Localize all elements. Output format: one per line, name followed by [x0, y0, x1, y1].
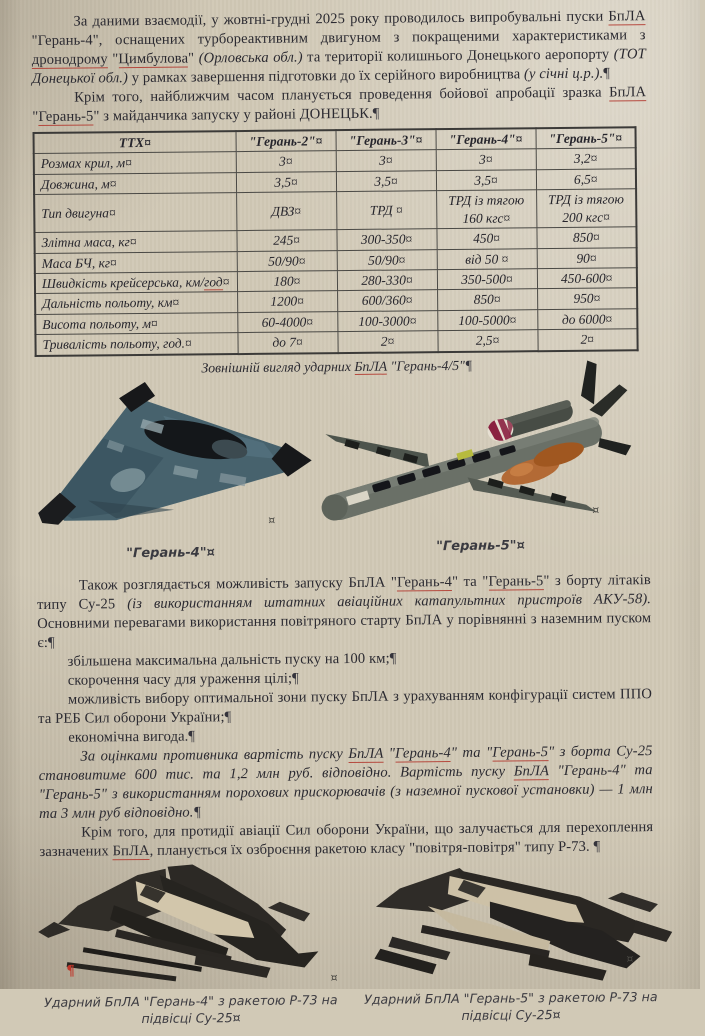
anchor-mark-geran4: ¤ [268, 513, 276, 527]
table-cell: 280-330¤ [337, 270, 437, 291]
text-segment: " з борта Су-25 становитиме 600 тис. та 1,2 млн руб. відповідно. Вартість пуску [38, 742, 657, 784]
text-segment: "Герань-4" та "Герань-5" з використанням порохових прискорювачів (з наземної пускової установки) — 1 млн та 3 млн руб відповідно. [38, 761, 657, 822]
table-cell: 3¤ [336, 150, 436, 171]
text-segment: Також розглядається можливість запуску БпЛА " [78, 574, 398, 594]
table-row-label: Висота польоту, м¤ [35, 312, 237, 334]
paragraph-combat-test [32, 83, 650, 127]
table-cell: 450¤ [436, 228, 536, 249]
table-header-cell: "Герань-5"¤ [535, 127, 635, 149]
table-cell: 50/90¤ [237, 250, 337, 271]
anchor-mark-photo-left: ¤ [330, 970, 338, 984]
text-segment: год [204, 274, 223, 290]
text-segment: " [383, 745, 396, 762]
text-segment: (у січні ц.р.). [523, 65, 604, 83]
table-row-label: Тип двигуна¤ [34, 193, 236, 233]
text-segment: ¶ [389, 650, 397, 667]
su25-geran4-photo-caption: Ударний БпЛА "Герань-4" з ракетою Р-73 на підвісці Су-25¤ [44, 991, 338, 1026]
text-segment: Основними перевагами використання повітряного старту БпЛА у порівнянні з наземним пуском є: [37, 590, 656, 651]
table-cell: 850¤ [536, 227, 636, 248]
table-cell: 300-350¤ [336, 229, 436, 250]
geran-5-illustration [311, 375, 653, 548]
text-segment: БпЛА [513, 762, 550, 780]
table-cell: до 7¤ [237, 332, 337, 354]
ttx-table [33, 126, 639, 356]
table-row [34, 189, 636, 233]
table-row-label: Довжина, м¤ [34, 172, 236, 194]
text-segment: " з борту літаків типу Су-25 [36, 571, 655, 613]
photo-captions [5, 985, 705, 1036]
table-cell: 100-5000¤ [437, 309, 537, 330]
su25-geran4-photo [18, 863, 329, 992]
paragraph-cost-estimate [38, 742, 657, 824]
ttx-table-body [34, 148, 638, 355]
text-segment: ¶ [292, 670, 299, 687]
text-segment: Герань-5 [38, 108, 94, 125]
drone-figures [0, 374, 701, 577]
table-row-label: Розмах крил, м¤ [34, 152, 236, 174]
text-segment: "Герань-4/5" [387, 357, 465, 374]
table-cell: 2¤ [537, 329, 637, 351]
table-cell: 3,5¤ [436, 170, 536, 191]
text-segment: (із використанням штатних авіаційних катапультних пристроїв АКУ-58). [127, 590, 652, 612]
table-cell: від 50 ¤ [437, 248, 537, 269]
table-cell: 3,5¤ [336, 171, 436, 192]
table-cell: 3¤ [236, 151, 336, 172]
table-row-label: Злітна маса, кг¤ [34, 231, 236, 253]
anchor-mark-geran5: ¤ [592, 503, 600, 517]
text-segment: " [32, 84, 650, 126]
geran-4-illustration [23, 378, 325, 541]
paragraph-intro [31, 7, 650, 89]
table-cell: 60-4000¤ [237, 311, 337, 332]
text-segment: та території колишнього Донецького аеропорту [302, 46, 614, 66]
text-segment: ¶ [193, 804, 202, 821]
text-segment: " з майданчика запуску у районі ДОНЕЦЬК. [93, 105, 373, 125]
text-segment: ¶ [603, 65, 611, 82]
table-header-cell: "Герань-4"¤ [435, 128, 535, 150]
table-cell: 350-500¤ [437, 269, 537, 290]
text-segment: БпЛА [609, 84, 647, 101]
anchor-mark-photo-right: ¤ [626, 951, 634, 966]
table-cell: 600/360¤ [337, 290, 437, 311]
table-cell: ТРД ¤ [336, 191, 436, 230]
su25-photos [4, 859, 705, 992]
text-segment: За даними взаємодії, у жовтні-грудні 2025 року проводилось випробувальні пуски [73, 8, 609, 30]
table-header-cell: ТТХ¤ [34, 131, 236, 154]
geran-5-caption: "Герань-5"¤ [436, 537, 525, 554]
text-segment: " [107, 51, 119, 68]
text-segment: ¶ [464, 357, 473, 373]
text-segment: (ТОТ Донецької обл.) [31, 46, 650, 88]
text-segment: Крім того, для протидії авіації Сил оборони України, що залучається для перехоплення зазначених [39, 818, 658, 860]
table-row-label: Тривалість польоту, год.¤ [35, 333, 237, 356]
text-segment: "Герань-4", оснащених турбореактивним двигуном з покращеними характеристиками з [31, 8, 650, 50]
text-segment: За оцінками противника вартість пуску [80, 745, 349, 765]
su25-geran5-photo-caption: Ударний БпЛА "Герань-5" з ракетою Р-73 на підвісці Су-25¤ [364, 988, 658, 1023]
su25-geran5-photo [340, 859, 686, 988]
text-segment: Герань-4 [394, 744, 451, 762]
table-header-cell: "Герань-3"¤ [336, 129, 436, 151]
table-header-cell: "Герань-2"¤ [236, 130, 336, 152]
table-cell: 180¤ [237, 271, 337, 292]
table-cell: ДВЗ¤ [236, 192, 336, 231]
text-segment: " та " [450, 744, 493, 761]
table-cell: до 6000¤ [537, 309, 637, 330]
table-cell: 90¤ [537, 247, 637, 268]
table-row-label: Дальність польоту, км¤ [35, 292, 237, 314]
text-segment: БпЛА [112, 842, 150, 859]
text-segment: ¶ [188, 728, 196, 745]
table-cell: ТРД із тягою 160 кгс¤ [436, 190, 536, 229]
text-segment: ¶ [47, 634, 55, 651]
table-cell: 6,5¤ [536, 169, 636, 190]
text-segment: збільшена максимальна дальність пуску на 100 км; [67, 650, 390, 670]
text-segment: ¶ [224, 708, 232, 725]
table-cell: 1200¤ [237, 291, 337, 312]
table-row [35, 329, 637, 356]
text-segment: ¶ [372, 105, 380, 122]
text-segment: Герань-5 [492, 743, 549, 761]
text-segment: БпЛА [354, 358, 388, 374]
text-segment: економічна вигода. [68, 728, 189, 746]
text-segment: , планується їх озброєння ракетою класу "повітря-повітря" типу Р-73. [149, 838, 594, 859]
table-cell: 50/90¤ [337, 249, 437, 270]
text-segment: ¶ [593, 838, 601, 855]
table-cell: ТРД із тягою 200 кгс¤ [536, 189, 636, 228]
table-cell: 3,5¤ [236, 171, 336, 192]
list-item-launch-zone [38, 685, 656, 729]
red-pilcrow-mark: ¶ [66, 962, 75, 979]
text-segment: у рамках завершення підготовки до їх серійного виробництва [127, 66, 525, 87]
text-segment: Герань-4 [396, 573, 453, 591]
text-segment: Крім того, найближчим часом планується проведення бойової апробації зразка [74, 84, 610, 106]
table-cell: 850¤ [437, 289, 537, 310]
text-segment: " [188, 50, 199, 67]
text-segment: БпЛА [608, 8, 646, 25]
text-segment: Герань-5 [488, 572, 544, 590]
table-cell: 245¤ [236, 230, 336, 251]
table-cell: 2¤ [337, 331, 437, 353]
text-segment: дронодрому [31, 51, 108, 69]
paragraph-r73-armament [39, 818, 658, 862]
text-segment: можливість вибору оптимальної зони пуску БпЛА з урахуванням конфігурації систем ППО та РЕБ Сил оборони України; [38, 685, 656, 727]
paragraph-air-launch [36, 571, 656, 653]
text-segment: Зовнішній вигляд ударних [201, 358, 355, 376]
table-cell: 3,2¤ [536, 148, 636, 169]
table-row-label: Маса БЧ, кг¤ [35, 251, 237, 273]
table-cell: 2,5¤ [437, 330, 537, 352]
text-segment: БпЛА [348, 745, 384, 762]
text-segment: скорочення часу для ураження цілі; [67, 670, 293, 689]
table-cell: 950¤ [537, 288, 637, 309]
table-cell: 100-3000¤ [337, 310, 437, 331]
table-cell: 3¤ [436, 149, 536, 170]
text-segment: (Орловська обл.) [198, 49, 303, 67]
geran-4-caption: "Герань-4"¤ [126, 544, 215, 561]
table-cell: 450-600¤ [537, 268, 637, 289]
table-row-label: Швидкість крейсерська, км/год¤ [35, 272, 237, 294]
text-segment: Цимбулова [118, 50, 189, 68]
text-segment: " та " [451, 573, 489, 590]
